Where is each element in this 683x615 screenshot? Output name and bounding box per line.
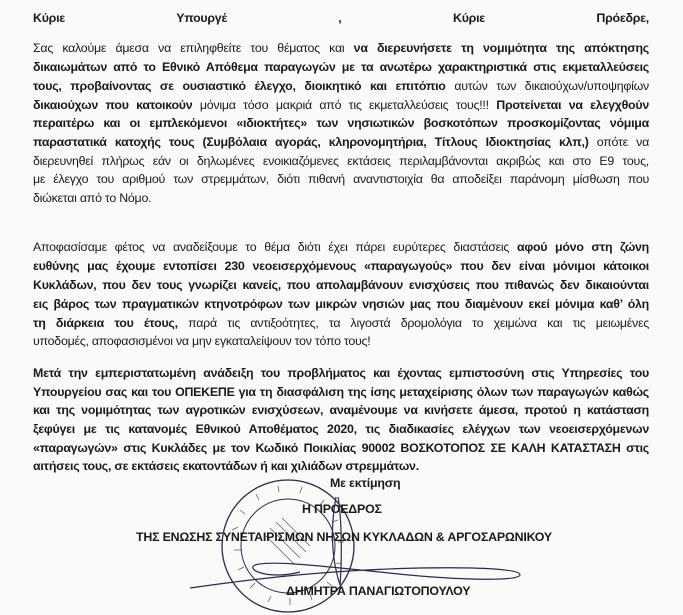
paragraph-1-line	[33, 153, 649, 169]
paragraph-2-line	[33, 277, 649, 293]
paragraph-1-line	[33, 40, 649, 56]
paragraph-1-line	[33, 97, 649, 113]
paragraph-1-line	[33, 78, 649, 94]
text-run: παραστατικά κατοχής τους (Συμβόλαια αγοράς, κληρονομητήρια, Τίτλους Ιδιοκτησίας κλπ,)	[33, 135, 597, 149]
text-run: και της νομιμότητας των αγροτικών ενισχύσεων, αναμένουμε να κινήσετε άμεσα, προτού η κατάσταση	[33, 403, 649, 417]
paragraph-2-line	[33, 296, 649, 312]
paragraph-3-line	[33, 458, 649, 474]
text-run: δικαιωμάτων από το Εθνικό Απόθεμα παραγωγών με τα ανωτέρω χαρακτηριστικά στις εκμεταλλεύσεις	[33, 60, 649, 74]
text-run: αυτών των δικαιούχων/υποψηφίων	[454, 79, 649, 93]
text-run: παρά τις αντιξοότητες, τα λιγοστά δρομολόγια το χειμώνα και τις μειωμένες	[188, 316, 649, 330]
paragraph-3-line	[33, 384, 649, 400]
text-run: αιτήσεις τους, σε εκτάσεις εκατοντάδων ή και χιλιάδων στρεμμάτων.	[33, 459, 419, 473]
text-run: «παραγωγών» στις Κυκλάδες με τον Κωδικό Ποικιλίας 90002 ΒΟΣΚΟΤΟΠΟΣ ΣΕ ΚΑΛΗ ΚΑΤΑΣΤΑΣΗ στις	[33, 441, 649, 455]
text-run: Κυκλάδων, που δεν τους γνωρίζει κανείς, που απολαμβάνουν ενισχύσεις που πιθανώς δεν δικαιούνται	[33, 278, 649, 292]
text-run: Αποφασίσαμε φέτος να αναδείξουμε το θέμα διότι έχει πάρει ευρύτερες διαστάσεις	[33, 240, 517, 254]
text-run: περαιτέρω και οι εμπλεκόμενοι «ιδιοκτήτες» των νησιωτικών βοσκοτόπων προσκομίζοντας νόμιμα	[33, 116, 649, 130]
text-run: Σας καλούμε άμεσα να επιληφθείτε του θέματος και	[33, 41, 354, 55]
text-run: υποδομές, αποφασισμένοι να μην εγκαταλείψουν τον τόπο τους!	[33, 334, 371, 348]
text-run: Υπουργείου σας και του ΟΠΕΚΕΠΕ για τη διασφάλιση της ίσης μεταχείρισης όλων των παραγωγών καθώς	[33, 385, 649, 399]
paragraph-3-line	[33, 421, 649, 437]
text-run: Προτείνεται να ελεγχθούν	[496, 98, 649, 112]
text-run: ευθύνης μας έχουμε εντοπίσει 230 νεοεισερχόμενους «παραγωγούς» που δεν είναι μόνιμοι κάτοικοι	[33, 259, 649, 273]
paragraph-1-line	[33, 115, 649, 131]
paragraph-1-line	[33, 171, 649, 187]
text-run: να διερευνήσετε τη νομιμότητα της απόκτησης	[353, 41, 649, 55]
paragraph-2-line	[33, 333, 649, 349]
paragraph-1-line	[33, 190, 649, 206]
text-run: δικαιούχων που κατοικούν	[33, 98, 200, 112]
paragraph-1-line	[33, 59, 649, 75]
text-run: τους, προβαίνοντας σε ουσιαστικό έλεγχο, διοικητικό και επιτόπιο	[33, 79, 455, 93]
salutation: Κύριε Υπουργέ , Κύριε Πρόεδρε,	[33, 11, 649, 25]
text-run: μόνιμα τόσο μακριά από τις εκμεταλλεύσεις τους!!!	[199, 98, 497, 112]
closing: Με εκτίμηση	[330, 476, 401, 490]
signatory-name: ΔΗΜΗΤΡΑ ΠΑΝΑΓΙΩΤΟΠΟΥΛΟΥ	[286, 584, 471, 598]
text-run: με έλεγχο του αριθμού των στρεμμάτων, διότι πιθανή αναντιστοιχία θα αποδείξει παράνομη μίσθωση που	[33, 172, 649, 186]
organization: ΤΗΣ ΕΝΩΣΗΣ ΣΥΝΕΤΑΙΡΙΣΜΩΝ ΝΗΣΩΝ ΚΥΚΛΑΔΩΝ & ΑΡΓΟΣΑΡΩΝΙΚΟΥ	[136, 530, 552, 544]
paragraph-2-line	[33, 258, 649, 274]
text-run: διώκεται από το Νόμο.	[33, 191, 152, 205]
text-run: αφού μόνο στη ζώνη	[516, 240, 649, 254]
text-run: διερευνηθεί πλήρως εάν οι δηλωμένες ενοικιαζόμενες εκτάσεις περιλαμβάνονται ακριβώς και στο Ε9 τους,	[33, 154, 649, 168]
signatory-role: Η ΠΡΟΕΔΡΟΣ	[302, 502, 382, 516]
text-run: Μετά την εμπεριστατωμένη ανάδειξη του προβλήματος και έχοντας εμπιστοσύνη στις Υπηρεσίες του	[33, 366, 649, 380]
paragraph-3-line	[33, 402, 649, 418]
paragraph-3-line	[33, 365, 649, 381]
text-run: ξεφύγει με τις κατανομές Εθνικού Αποθέματος 2020, τις διαδικασίες ελέγχων των νεοεισερχόμενων	[33, 422, 649, 436]
text-run: οπότε να	[596, 135, 649, 149]
text-run: τη διάρκεια του έτους,	[33, 316, 189, 330]
paragraph-2-line	[33, 239, 649, 255]
paragraph-1-line	[33, 134, 649, 150]
paragraph-2-line	[33, 315, 649, 331]
text-run: εις βάρος των πραγματικών κτηνοτρόφων των μικρών νησιών μας που διαμένουν εκεί μόνιμα καθ’ όλη	[33, 297, 649, 311]
paragraph-3-line	[33, 440, 649, 456]
